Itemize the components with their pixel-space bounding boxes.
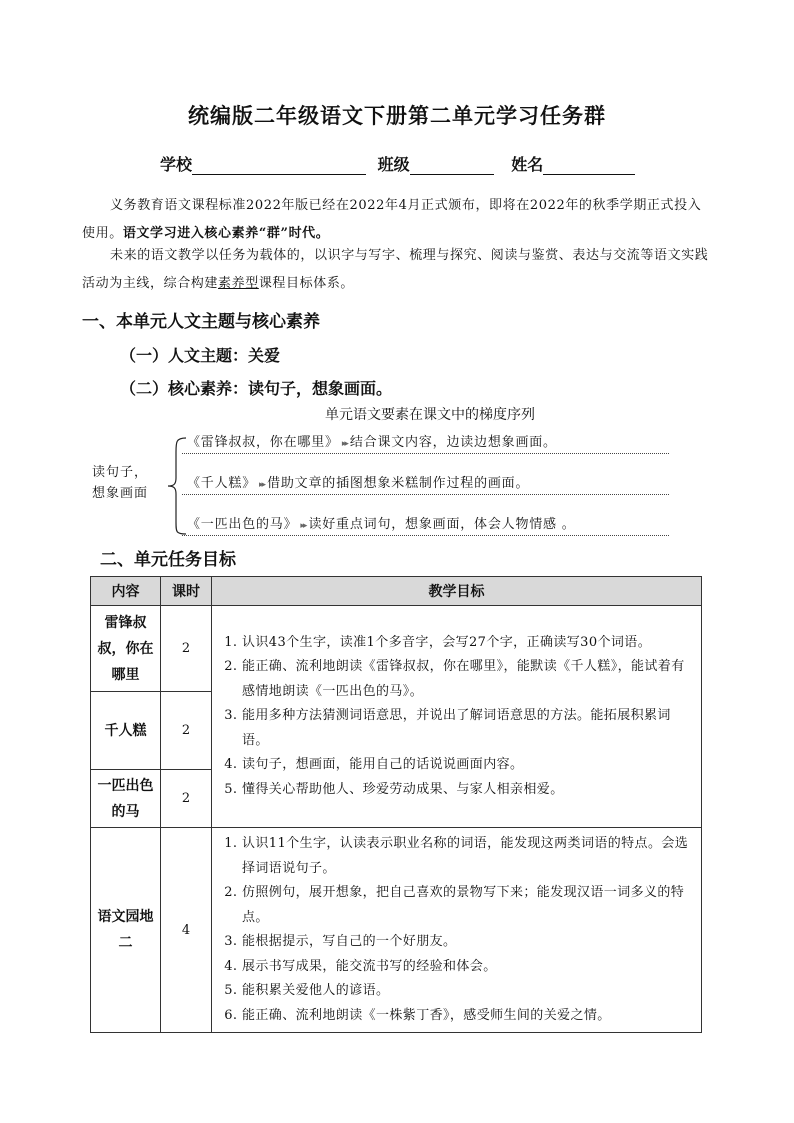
diagram-row-text: 结合课文内容，边读边想象画面。 bbox=[349, 435, 557, 450]
lesson-goals bbox=[212, 606, 702, 828]
intro-p2-underlined: 素养型 bbox=[218, 276, 259, 291]
diagram-row-2 bbox=[187, 472, 529, 491]
section2-heading: 二、单元任务目标 bbox=[100, 550, 236, 570]
lesson-name: 语文园地二 bbox=[91, 828, 161, 1033]
double-arrow-icon: ▸▸ bbox=[341, 439, 347, 449]
section1-heading: 一、本单元人文主题与核心素养 bbox=[82, 312, 320, 332]
intro-p2-pre: 未来的语文教学以任务为载体的，以识字与写字、梳理与探究、阅读与鉴赏、表达与交流等语文实践活动为主线，综合构建 bbox=[82, 248, 709, 291]
table-row bbox=[91, 606, 702, 692]
diagram-left-label bbox=[92, 462, 148, 504]
class-blank[interactable] bbox=[410, 158, 494, 175]
goal-item: 3. 能用多种方法猜测词语意思，并说出了解词语意思的方法。能拓展积累词语。 bbox=[242, 704, 695, 753]
header-content: 内容 bbox=[91, 577, 161, 606]
goal-item: 4. 读句子，想画面，能用自己的话说说画面内容。 bbox=[242, 753, 695, 778]
name-blank[interactable] bbox=[543, 158, 635, 175]
diagram-title: 单元语文要素在课文中的梯度序列 bbox=[325, 407, 535, 423]
goal-list bbox=[216, 832, 695, 1028]
dotted-divider bbox=[182, 494, 669, 495]
table-header-row bbox=[91, 577, 702, 606]
diagram-row-lesson: 《雷锋叔叔，你在哪里》 bbox=[187, 435, 339, 450]
dotted-divider bbox=[182, 453, 669, 454]
double-arrow-icon: ▸▸ bbox=[300, 521, 306, 531]
diagram-row-3 bbox=[187, 513, 576, 532]
intro-p1-bold: 语文学习进入核心素养“群”时代。 bbox=[122, 226, 330, 241]
goal-item: 3. 能根据提示，写自己的一个好朋友。 bbox=[242, 930, 695, 955]
lesson-hours: 2 bbox=[161, 692, 212, 770]
intro-paragraph-1 bbox=[82, 192, 710, 248]
intro-p1-text: 义务教育语文课程标准2022年版已经在2022年4月正式颁布，即将在2022年的秋季学期正式投入使用。 bbox=[82, 198, 702, 241]
class-label: 班级 bbox=[377, 155, 410, 174]
goal-item: 2. 能正确、流利地朗读《雷锋叔叔，你在哪里》，能默读《千人糕》，能试着有感情地朗读《一匹出色的马》。 bbox=[242, 655, 695, 704]
school-label: 学校 bbox=[160, 155, 193, 174]
intro-paragraph-2 bbox=[82, 242, 710, 298]
goal-item: 4. 展示书写成果，能交流书写的经验和体会。 bbox=[242, 955, 695, 980]
fill-in-line bbox=[160, 152, 635, 175]
diagram-row-1 bbox=[187, 431, 557, 450]
diagram-left-label-line2: 想象画面 bbox=[92, 486, 149, 501]
section1-sub1: （一）人文主题：关爱 bbox=[120, 346, 281, 365]
curly-brace-icon bbox=[166, 436, 188, 536]
lesson-goals bbox=[212, 828, 702, 1033]
table-row bbox=[91, 828, 702, 1033]
diagram-row-lesson: 《一匹出色的马》 bbox=[187, 517, 298, 532]
diagram-row-lesson: 《千人糕》 bbox=[187, 476, 257, 491]
name-label: 姓名 bbox=[511, 155, 544, 174]
lesson-hours: 2 bbox=[161, 606, 212, 692]
dotted-divider bbox=[182, 535, 669, 536]
intro-p2-post: 课程目标体系。 bbox=[258, 276, 355, 291]
diagram-row-text: 读好重点词句，想象画面，体会人物情感 。 bbox=[308, 517, 576, 532]
goal-item: 6. 能正确、流利地朗读《一株紫丁香》，感受师生间的关爱之情。 bbox=[242, 1004, 695, 1029]
document-title: 统编版二年级语文下册第二单元学习任务群 bbox=[188, 104, 606, 128]
header-hours: 课时 bbox=[161, 577, 212, 606]
lesson-name: 雷锋叔叔，你在哪里 bbox=[91, 606, 161, 692]
goal-item: 5. 懂得关心帮助他人、珍爱劳动成果、与家人相亲相爱。 bbox=[242, 778, 695, 803]
header-goals: 教学目标 bbox=[212, 577, 702, 606]
goal-list bbox=[216, 631, 695, 803]
lesson-hours: 4 bbox=[161, 828, 212, 1033]
goal-item: 2. 仿照例句，展开想象，把自己喜欢的景物写下来；能发现汉语一词多义的特点。 bbox=[242, 881, 695, 930]
diagram-left-label-line1: 读句子， bbox=[92, 465, 149, 480]
lesson-hours: 2 bbox=[161, 770, 212, 828]
lesson-name: 一匹出色的马 bbox=[91, 770, 161, 828]
school-blank[interactable] bbox=[192, 158, 366, 175]
goal-item: 1. 认识43个生字，读准1个多音字，会写27个字，正确读写30个词语。 bbox=[242, 631, 695, 656]
lesson-name: 千人糕 bbox=[91, 692, 161, 770]
section1-sub2: （二）核心素养：读句子，想象画面。 bbox=[120, 379, 393, 398]
diagram-row-text: 借助文章的插图想象米糕制作过程的画面。 bbox=[267, 476, 530, 491]
goal-item: 5. 能积累关爱他人的谚语。 bbox=[242, 979, 695, 1004]
task-goals-table bbox=[90, 576, 702, 1033]
goal-item: 1. 认识11个生字，认读表示职业名称的词语，能发现这两类词语的特点。会选择词语说句子。 bbox=[242, 832, 695, 881]
double-arrow-icon: ▸▸ bbox=[259, 480, 265, 490]
